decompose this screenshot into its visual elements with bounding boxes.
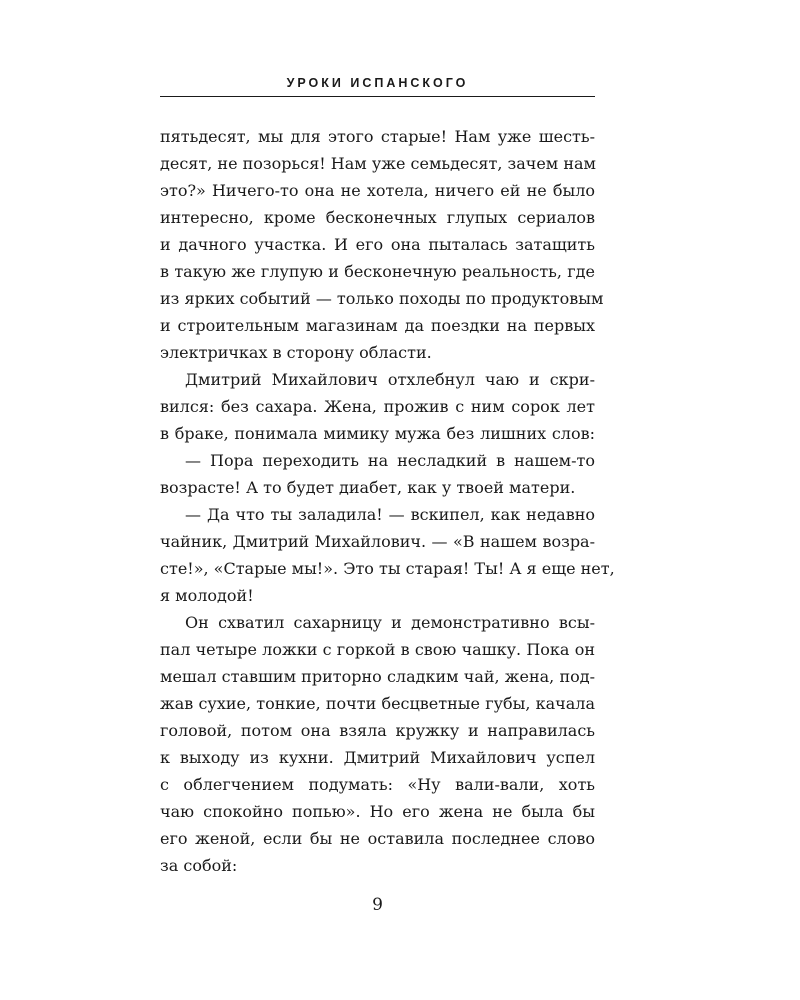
text-line: сте!», «Старые мы!». Это ты старая! Ты! А я еще нет, xyxy=(160,559,615,578)
text-line: жав сухие, тонкие, почти бесцветные губы, качала xyxy=(160,694,595,713)
text-line: в браке, понимала мимику мужа без лишних слов: xyxy=(160,424,595,443)
text-line: я молодой! xyxy=(160,586,254,605)
text-line: — Пора переходить на несладкий в нашем-то xyxy=(185,451,595,470)
paragraph-1 xyxy=(160,123,604,366)
text-line: возрасте! А то будет диабет, как у твоей матери. xyxy=(160,478,576,497)
text-line: электричках в сторону области. xyxy=(160,343,432,362)
text-line: и строительным магазинам да поездки на первых xyxy=(160,316,595,335)
text-line: чайник, Дмитрий Михайлович. — «В нашем возра- xyxy=(160,532,595,551)
text-line: мешал ставшим приторно сладким чай, жена, под- xyxy=(160,667,595,686)
paragraph-3 xyxy=(160,447,595,501)
text-line: десят, не позорься! Нам уже семьдесят, зачем нам xyxy=(160,154,596,173)
text-line: пятьдесят, мы для этого старые! Нам уже шесть- xyxy=(160,127,595,146)
header-rule xyxy=(160,96,595,97)
text-line: и дачного участка. И его она пыталась затащить xyxy=(160,235,595,254)
text-line: вился: без сахара. Жена, прожив с ним сорок лет xyxy=(160,397,595,416)
text-line: из ярких событий — только походы по продуктовым xyxy=(160,289,604,308)
paragraph-2 xyxy=(160,366,595,447)
paragraph-4 xyxy=(160,501,615,609)
body-text xyxy=(160,123,615,879)
text-line: чаю спокойно попью». Но его жена не была бы xyxy=(160,802,595,821)
text-line: интересно, кроме бесконечных глупых сериалов xyxy=(160,208,595,227)
text-line: к выходу из кухни. Дмитрий Михайлович успел xyxy=(160,748,595,767)
page-number: 9 xyxy=(372,895,383,915)
paragraph-5 xyxy=(160,609,595,879)
text-line: Дмитрий Михайлович отхлебнул чаю и скри- xyxy=(185,370,595,389)
running-title: УРОКИ ИСПАНСКОГО xyxy=(286,76,469,90)
text-line: в такую же глупую и бесконечную реальность, где xyxy=(160,262,595,281)
text-line: — Да что ты заладила! — вскипел, как недавно xyxy=(185,505,595,524)
text-line: это?» Ничего-то она не хотела, ничего ей не было xyxy=(160,181,595,200)
text-line: за собой: xyxy=(160,856,238,875)
text-line: с облегчением подумать: «Ну вали-вали, хоть xyxy=(160,775,595,794)
text-line: головой, потом она взяла кружку и направилась xyxy=(160,721,595,740)
text-line: его женой, если бы не оставила последнее слово xyxy=(160,829,595,848)
text-line: пал четыре ложки с горкой в свою чашку. Пока он xyxy=(160,640,595,659)
text-line: Он схватил сахарницу и демонстративно всы- xyxy=(185,613,595,632)
